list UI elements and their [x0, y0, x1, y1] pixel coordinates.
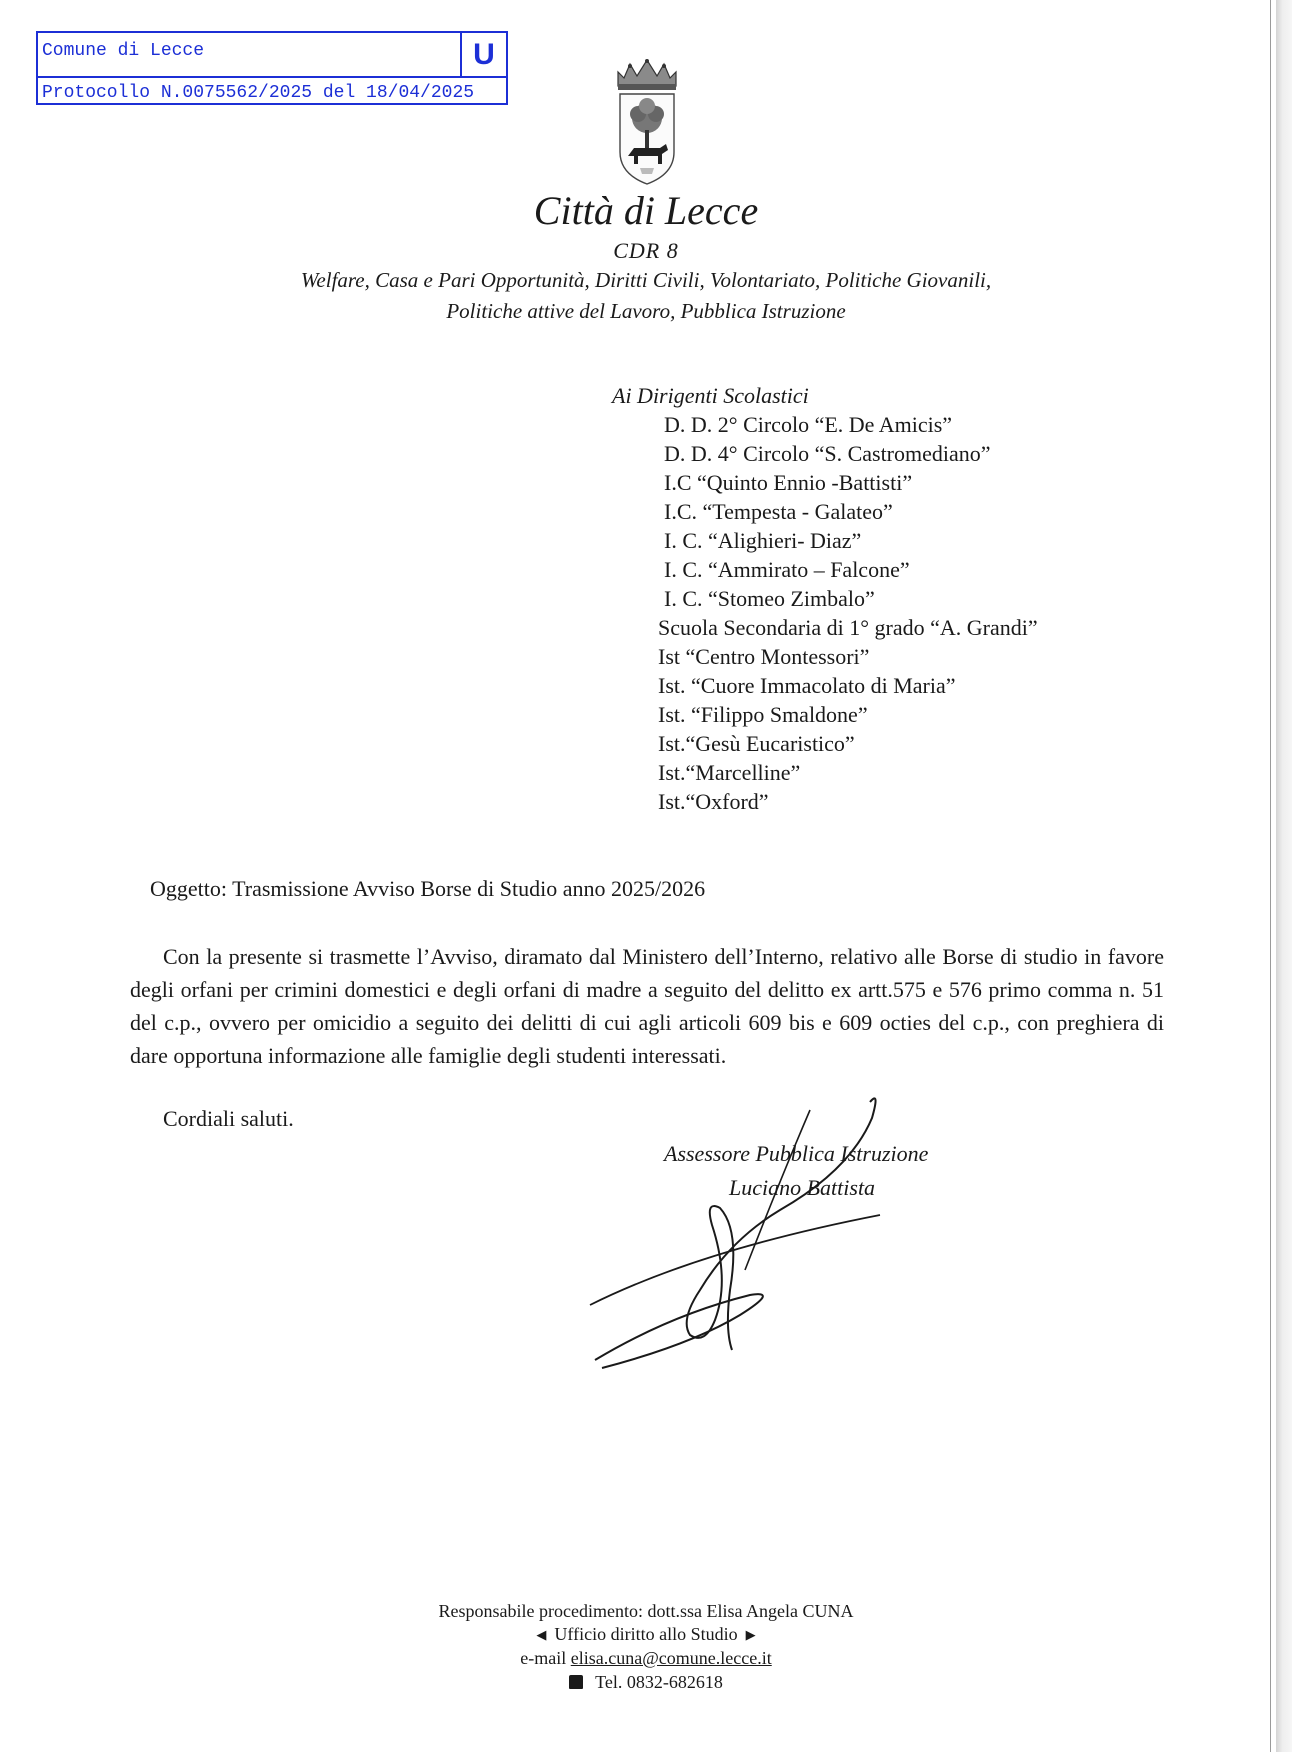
left-triangle-icon: ◀	[536, 1627, 547, 1642]
recipients-intro: Ai Dirigenti Scolastici	[612, 383, 809, 408]
page-title: Città di Lecce	[533, 188, 759, 233]
recipient-item: Ist “Centro Montessori”	[658, 644, 870, 669]
footer-ufficio: Ufficio diritto allo Studio	[554, 1624, 738, 1644]
footer-email-row	[0, 1648, 1292, 1669]
footer-ufficio-row	[0, 1624, 1292, 1645]
signatory-role: Assessore Pubblica Istruzione	[664, 1141, 929, 1166]
telephone-icon	[569, 1675, 583, 1689]
letter-closing: Cordiali saluti.	[163, 1106, 294, 1131]
recipient-item: Ist. “Filippo Smaldone”	[658, 702, 868, 727]
footer-phone-row	[0, 1672, 1292, 1693]
protocol-stamp	[36, 31, 508, 105]
footer-tel: Tel. 0832-682618	[595, 1672, 723, 1692]
stamp-letter: U	[460, 33, 506, 76]
right-triangle-icon: ▶	[745, 1627, 756, 1642]
recipient-item: Scuola Secondaria di 1° grado “A. Grandi”	[658, 615, 1038, 640]
recipient-item: Ist.“Marcelline”	[658, 760, 801, 785]
recipient-item: D. D. 2° Circolo “E. De Amicis”	[664, 412, 953, 437]
stamp-protocol-number: Protocollo N.0075562/2025 del 18/04/2025	[42, 83, 475, 103]
department-line-1: Welfare, Casa e Pari Opportunità, Diritti Civili, Volontariato, Politiche Giovanili,	[300, 268, 992, 292]
signatory-name: Luciano Battista	[729, 1175, 876, 1200]
recipient-item: I. C. “Stomeo Zimbalo”	[664, 586, 875, 611]
footer-responsabile: Responsabile procedimento: dott.ssa Elisa Angela CUNA	[438, 1601, 854, 1621]
city-crest-icon	[610, 56, 684, 186]
letter-body: Con la presente si trasmette l’Avviso, diramato dal Ministero dell’Interno, relativo alle Borse di studio in favore degli orfani per crimini domestici e degli orfani di madre a seguito del delitto ex artt.575 e 576 primo comma n. 51 del c.p., ovvero per omicidio a seguito dei delitti di cui agli articoli 609 bis e 609 octies del c.p., con preghiera di dare opportuna informazione alle famiglie degli studenti interessati.	[130, 944, 1164, 1068]
recipient-item: I. C. “Ammirato – Falcone”	[664, 557, 910, 582]
recipient-item: Ist. “Cuore Immacolato di Maria”	[658, 673, 956, 698]
recipient-item: I.C “Quinto Ennio -Battisti”	[664, 470, 913, 495]
stamp-top-row	[38, 33, 506, 78]
recipient-item: Ist.“Gesù Eucaristico”	[658, 731, 855, 756]
recipient-item: I. C. “Alighieri- Diaz”	[664, 528, 862, 553]
stamp-comune: Comune di Lecce	[42, 41, 205, 61]
letter-subject: Oggetto: Trasmissione Avviso Borse di Studio anno 2025/2026	[150, 876, 706, 901]
footer-email-label: e-mail	[520, 1648, 567, 1668]
recipient-item: D. D. 4° Circolo “S. Castromediano”	[664, 441, 991, 466]
recipient-item: I.C. “Tempesta - Galateo”	[664, 499, 893, 524]
footer-email-link[interactable]: elisa.cuna@comune.lecce.it	[570, 1648, 772, 1668]
department-line-2: Politiche attive del Lavoro, Pubblica Istruzione	[446, 299, 846, 323]
recipient-item: Ist.“Oxford”	[658, 789, 769, 814]
handwritten-signature	[580, 1090, 900, 1380]
cdr-label: CDR 8	[613, 238, 679, 263]
